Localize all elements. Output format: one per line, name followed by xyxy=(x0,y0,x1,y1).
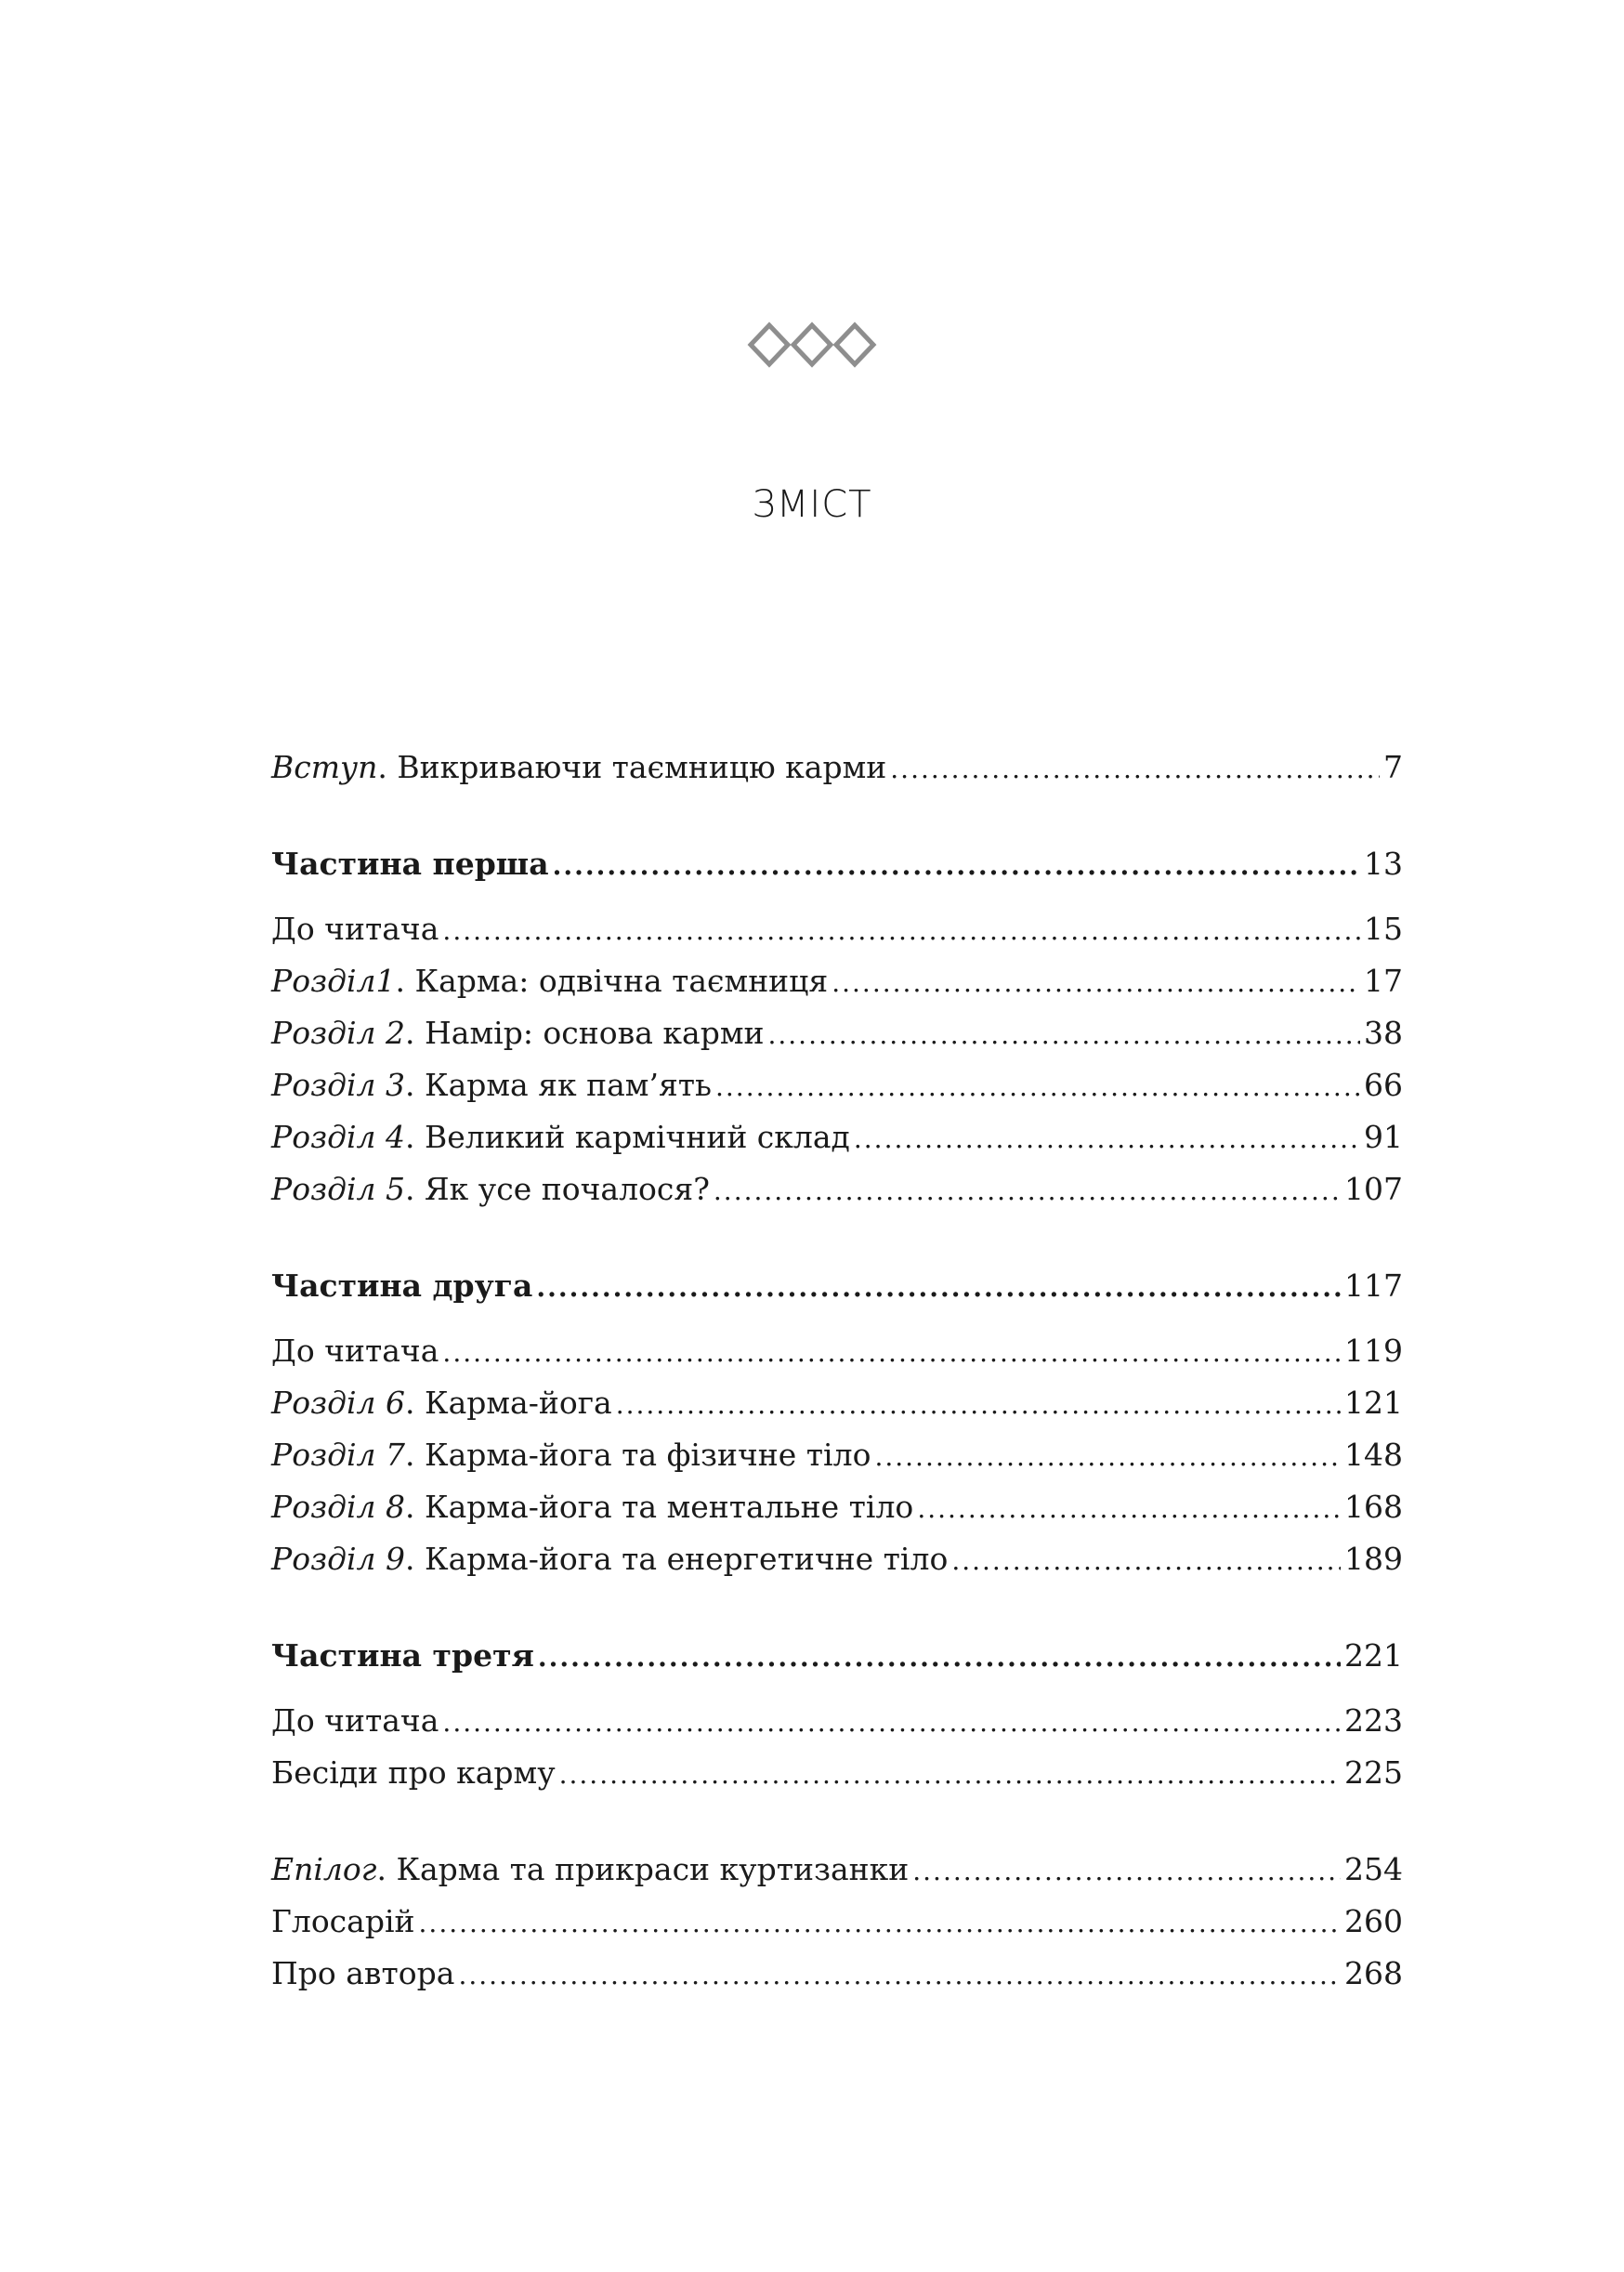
toc-entry-label: Розділ 8. Карма-йога та ментальне тіло xyxy=(271,1489,914,1525)
dot-leader xyxy=(912,1845,1341,1898)
toc-entry-intro[interactable] xyxy=(271,742,1403,794)
toc-entry[interactable] xyxy=(271,1377,1403,1429)
toc-page-number: 7 xyxy=(1383,749,1403,785)
toc-entry-label: До читача xyxy=(271,1702,439,1739)
toc-page-number: 221 xyxy=(1344,1637,1403,1674)
dot-leader xyxy=(917,1483,1341,1535)
toc-entry[interactable] xyxy=(271,1695,1403,1747)
dot-leader xyxy=(854,1113,1360,1165)
toc-page-number: 107 xyxy=(1344,1171,1403,1207)
dot-leader xyxy=(458,1950,1341,2002)
toc-page-number: 260 xyxy=(1344,1903,1403,1939)
toc-entry-glossary[interactable] xyxy=(271,1896,1403,1948)
toc-entry-label: До читача xyxy=(271,1333,439,1369)
dot-leader xyxy=(767,1009,1360,1061)
toc-part-heading[interactable] xyxy=(271,1630,1403,1682)
toc-entry-label: Розділ 7. Карма-йога та фізичне тіло xyxy=(271,1437,871,1473)
toc-page-number: 121 xyxy=(1344,1385,1403,1421)
dot-leader xyxy=(419,1898,1341,1950)
toc-entry[interactable] xyxy=(271,1481,1403,1533)
toc-page-number: 189 xyxy=(1344,1541,1403,1577)
table-of-contents xyxy=(271,742,1403,2000)
toc-entry-label: Розділ 4. Великий кармічний склад xyxy=(271,1119,850,1155)
toc-part-label: Частина друга xyxy=(271,1267,533,1304)
page-title: ЗМІСТ xyxy=(752,483,872,526)
toc-entry[interactable] xyxy=(271,903,1403,955)
toc-page-number: 119 xyxy=(1344,1333,1403,1369)
diamond-ornament-icon xyxy=(0,321,1624,386)
dot-leader xyxy=(832,957,1360,1009)
toc-page-number: 13 xyxy=(1364,846,1403,882)
toc-page-number: 225 xyxy=(1344,1754,1403,1791)
toc-entry[interactable] xyxy=(271,1325,1403,1377)
toc-entry[interactable] xyxy=(271,1533,1403,1585)
dot-leader xyxy=(442,1697,1341,1749)
toc-page-number: 91 xyxy=(1364,1119,1403,1155)
toc-entry-label: Розділ1. Карма: одвічна таємниця xyxy=(271,963,829,999)
toc-part-heading[interactable] xyxy=(271,838,1403,890)
dot-leader xyxy=(715,1061,1360,1113)
toc-entry-label: Глосарій xyxy=(271,1903,415,1939)
toc-entry[interactable] xyxy=(271,1059,1403,1111)
dot-leader xyxy=(616,1379,1341,1431)
toc-page-number: 15 xyxy=(1364,911,1403,947)
dot-leader xyxy=(536,1262,1341,1314)
toc-entry-label: До читача xyxy=(271,911,439,947)
toc-page-number: 38 xyxy=(1364,1015,1403,1051)
toc-part-heading[interactable] xyxy=(271,1260,1403,1312)
toc-entry-about-author[interactable] xyxy=(271,1948,1403,2000)
toc-entry[interactable] xyxy=(271,1747,1403,1799)
toc-entry[interactable] xyxy=(271,955,1403,1007)
toc-entry-epilogue[interactable] xyxy=(271,1844,1403,1896)
toc-entry[interactable] xyxy=(271,1429,1403,1481)
dot-leader xyxy=(951,1535,1341,1587)
toc-page-number: 268 xyxy=(1344,1955,1403,1991)
toc-page-number: 168 xyxy=(1344,1489,1403,1525)
toc-entry[interactable] xyxy=(271,1007,1403,1059)
dot-leader xyxy=(538,1632,1341,1684)
toc-entry-label: Розділ 2. Намір: основа карми xyxy=(271,1015,765,1051)
toc-entry-label: Розділ 9. Карма-йога та енергетичне тіло xyxy=(271,1541,949,1577)
toc-entry-label: Розділ 5. Як усе почалося? xyxy=(271,1171,710,1207)
dot-leader xyxy=(553,840,1360,892)
toc-part-label: Частина перша xyxy=(271,846,549,882)
toc-page-number: 254 xyxy=(1344,1851,1403,1887)
toc-page-number: 66 xyxy=(1364,1067,1403,1103)
dot-leader xyxy=(714,1165,1341,1217)
dot-leader xyxy=(442,1327,1341,1379)
toc-part-label: Частина третя xyxy=(271,1637,534,1674)
toc-entry-label: Бесіди про карму xyxy=(271,1754,556,1791)
toc-page-number: 148 xyxy=(1344,1437,1403,1473)
toc-entry-label: Про автора xyxy=(271,1955,455,1991)
toc-entry-label: Розділ 3. Карма як пам’ять xyxy=(271,1067,712,1103)
toc-entry-label: Епілог. Карма та прикраси куртизанки xyxy=(271,1851,910,1887)
toc-entry[interactable] xyxy=(271,1111,1403,1163)
toc-entry-label: Вступ. Викриваючи таємницю карми xyxy=(271,749,887,785)
dot-leader xyxy=(559,1749,1341,1801)
dot-leader xyxy=(874,1431,1341,1483)
toc-page-number: 117 xyxy=(1344,1267,1403,1304)
toc-page-number: 17 xyxy=(1364,963,1403,999)
dot-leader xyxy=(890,743,1380,795)
toc-page-number: 223 xyxy=(1344,1702,1403,1739)
toc-entry-label: Розділ 6. Карма-йога xyxy=(271,1385,612,1421)
toc-entry[interactable] xyxy=(271,1163,1403,1215)
dot-leader xyxy=(442,905,1360,957)
